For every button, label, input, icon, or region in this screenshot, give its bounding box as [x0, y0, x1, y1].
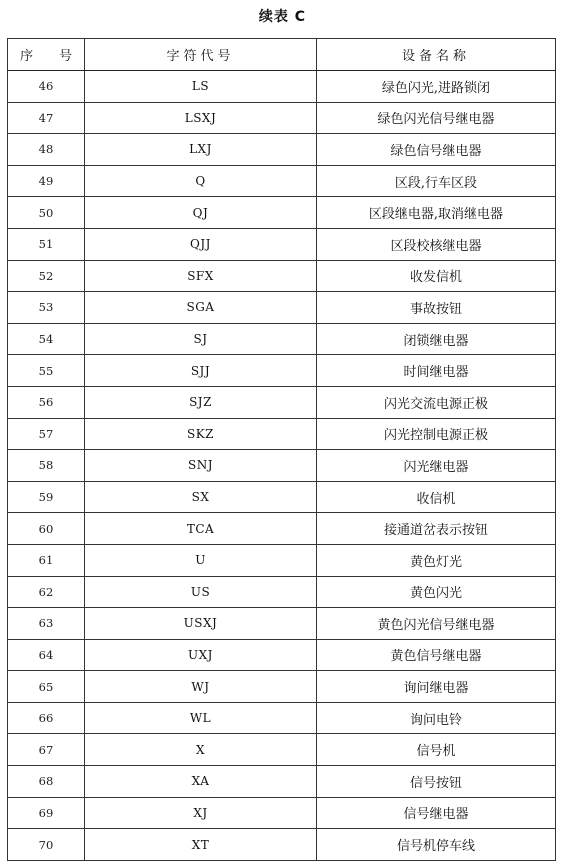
table-row: [8, 671, 556, 703]
table-row: [8, 513, 556, 545]
row-code: QJ: [85, 197, 317, 229]
table-row: [8, 228, 556, 260]
header-name: 设备名称: [317, 39, 556, 71]
row-device-name: 闭锁继电器: [317, 323, 556, 355]
row-number: 67: [8, 734, 85, 766]
row-code: SFX: [85, 260, 317, 292]
row-device-name: 时间继电器: [317, 355, 556, 387]
table-row: [8, 134, 556, 166]
row-code: XJ: [85, 797, 317, 829]
table-row: [8, 608, 556, 640]
row-device-name: 信号继电器: [317, 797, 556, 829]
row-number: 53: [8, 292, 85, 324]
row-device-name: 接通道岔表示按钮: [317, 513, 556, 545]
table-row: [8, 102, 556, 134]
row-code: LSXJ: [85, 102, 317, 134]
row-device-name: 闪光控制电源正极: [317, 418, 556, 450]
row-number: 52: [8, 260, 85, 292]
row-number: 55: [8, 355, 85, 387]
row-number: 46: [8, 71, 85, 103]
row-code: SGA: [85, 292, 317, 324]
table-row: [8, 355, 556, 387]
row-code: WL: [85, 702, 317, 734]
row-number: 68: [8, 766, 85, 798]
row-device-name: 询问继电器: [317, 671, 556, 703]
row-device-name: 绿色闪光,进路锁闭: [317, 71, 556, 103]
row-code: SJZ: [85, 386, 317, 418]
row-number: 58: [8, 450, 85, 482]
row-code: XT: [85, 829, 317, 861]
table-row: [8, 797, 556, 829]
row-number: 63: [8, 608, 85, 640]
table-row: [8, 481, 556, 513]
row-code: SNJ: [85, 450, 317, 482]
table-row: [8, 260, 556, 292]
row-device-name: 黄色信号继电器: [317, 639, 556, 671]
row-number: 61: [8, 544, 85, 576]
row-number: 51: [8, 228, 85, 260]
row-device-name: 询问电铃: [317, 702, 556, 734]
row-number: 56: [8, 386, 85, 418]
row-device-name: 区段继电器,取消继电器: [317, 197, 556, 229]
row-number: 57: [8, 418, 85, 450]
row-code: QJJ: [85, 228, 317, 260]
row-device-name: 区段,行车区段: [317, 165, 556, 197]
row-code: LS: [85, 71, 317, 103]
row-number: 59: [8, 481, 85, 513]
row-device-name: 收信机: [317, 481, 556, 513]
row-device-name: 绿色闪光信号继电器: [317, 102, 556, 134]
row-device-name: 信号机停车线: [317, 829, 556, 861]
row-device-name: 黄色闪光信号继电器: [317, 608, 556, 640]
row-device-name: 事故按钮: [317, 292, 556, 324]
table-row: [8, 292, 556, 324]
row-number: 54: [8, 323, 85, 355]
table-row: [8, 702, 556, 734]
page-title: 续表 C: [258, 9, 307, 25]
table-row: [8, 734, 556, 766]
table-row: [8, 197, 556, 229]
table-row: [8, 165, 556, 197]
row-code: Q: [85, 165, 317, 197]
header-code: 字符代号: [85, 39, 317, 71]
row-code: SJ: [85, 323, 317, 355]
row-device-name: 信号按钮: [317, 766, 556, 798]
row-number: 65: [8, 671, 85, 703]
table-row: [8, 639, 556, 671]
row-code: UXJ: [85, 639, 317, 671]
row-code: SJJ: [85, 355, 317, 387]
row-code: SKZ: [85, 418, 317, 450]
row-number: 48: [8, 134, 85, 166]
table-row: [8, 829, 556, 861]
row-code: USXJ: [85, 608, 317, 640]
row-number: 47: [8, 102, 85, 134]
row-number: 66: [8, 702, 85, 734]
table-row: [8, 418, 556, 450]
table-row: [8, 71, 556, 103]
table-header-row: [8, 39, 556, 71]
row-device-name: 黄色闪光: [317, 576, 556, 608]
row-number: 62: [8, 576, 85, 608]
code-table: [7, 38, 556, 861]
row-number: 70: [8, 829, 85, 861]
row-code: U: [85, 544, 317, 576]
table-body: [8, 71, 556, 861]
row-device-name: 闪光交流电源正极: [317, 386, 556, 418]
row-device-name: 信号机: [317, 734, 556, 766]
row-number: 60: [8, 513, 85, 545]
row-device-name: 闪光继电器: [317, 450, 556, 482]
row-number: 50: [8, 197, 85, 229]
table-row: [8, 544, 556, 576]
table-row: [8, 576, 556, 608]
row-code: SX: [85, 481, 317, 513]
header-seq-part-a: 序: [20, 49, 34, 64]
header-seq: [8, 39, 85, 71]
row-number: 69: [8, 797, 85, 829]
header-seq-part-b: 号: [58, 49, 72, 64]
row-number: 49: [8, 165, 85, 197]
row-code: LXJ: [85, 134, 317, 166]
row-code: TCA: [85, 513, 317, 545]
row-code: WJ: [85, 671, 317, 703]
table-row: [8, 450, 556, 482]
row-code: XA: [85, 766, 317, 798]
row-number: 64: [8, 639, 85, 671]
row-device-name: 收发信机: [317, 260, 556, 292]
table-row: [8, 323, 556, 355]
table-row: [8, 386, 556, 418]
row-device-name: 绿色信号继电器: [317, 134, 556, 166]
row-device-name: 黄色灯光: [317, 544, 556, 576]
row-code: X: [85, 734, 317, 766]
row-code: US: [85, 576, 317, 608]
row-device-name: 区段校核继电器: [317, 228, 556, 260]
table-row: [8, 766, 556, 798]
